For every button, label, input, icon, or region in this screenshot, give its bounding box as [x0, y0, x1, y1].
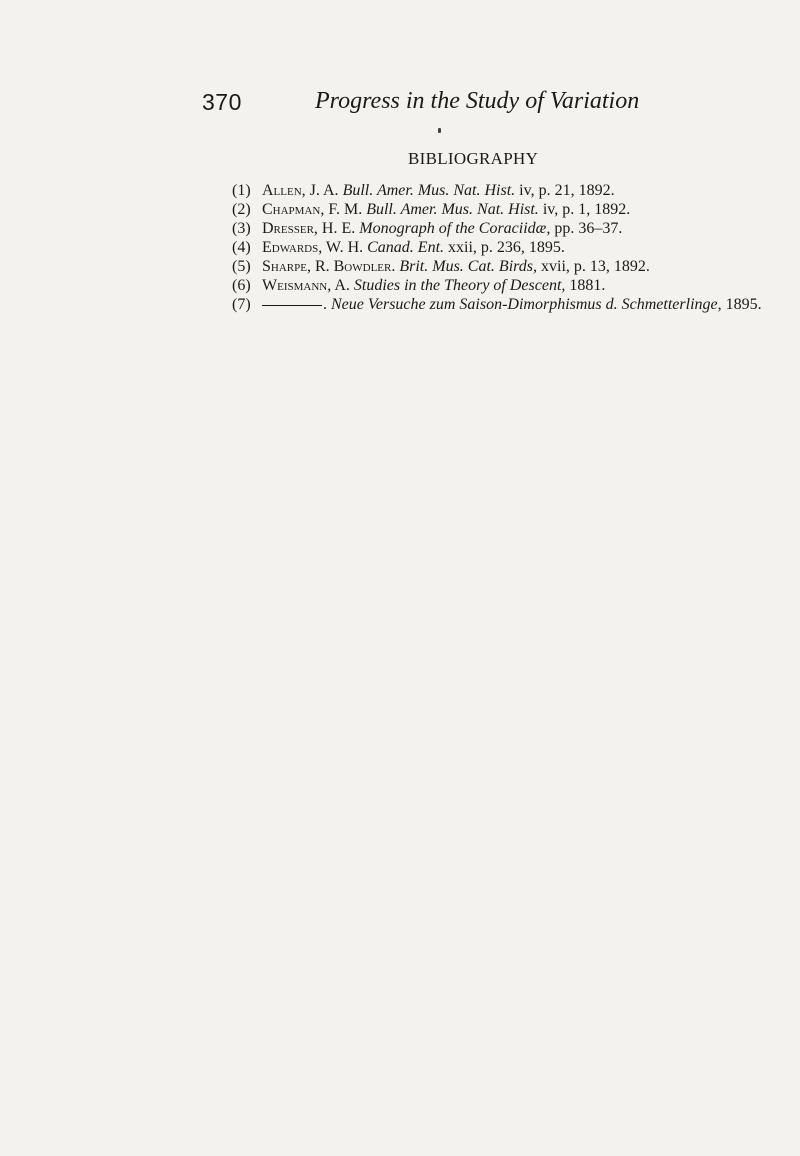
entry-author: Sharpe, R. Bowdler.	[262, 258, 396, 275]
entry-number: (4)	[232, 239, 251, 256]
bibliography-list	[232, 181, 762, 314]
bibliography-entry	[232, 219, 762, 238]
entry-title: Monograph of the Coraciidæ,	[359, 220, 551, 237]
ditto-period: .	[323, 296, 327, 313]
page-number: 370	[202, 89, 242, 115]
entry-title: Neue Versuche zum Saison-Dimorphismus d. Schmetterlinge,	[331, 296, 722, 313]
bibliography-entry	[232, 181, 762, 200]
entry-details: 1895.	[721, 296, 762, 313]
entry-details: xxii, p. 236, 1895.	[444, 239, 565, 256]
entry-title: Studies in the Theory of Descent,	[353, 277, 566, 294]
entry-number: (1)	[232, 182, 251, 199]
entry-author: Chapman, F. M.	[262, 201, 363, 218]
print-speck	[438, 128, 441, 133]
entry-details: iv, p. 21, 1892.	[515, 182, 615, 199]
section-heading: BIBLIOGRAPHY	[408, 149, 539, 168]
bibliography-entry	[232, 238, 762, 257]
entry-details: xvii, p. 13, 1892.	[537, 258, 650, 275]
entry-author: Edwards, W. H.	[262, 239, 364, 256]
entry-details: iv, p. 1, 1892.	[538, 201, 631, 218]
entry-number: (3)	[232, 220, 251, 237]
entry-number: (2)	[232, 201, 251, 218]
entry-title: Brit. Mus. Cat. Birds,	[399, 258, 537, 275]
entry-title: Bull. Amer. Mus. Nat. Hist.	[366, 201, 539, 218]
entry-details: 1881.	[565, 277, 606, 294]
bibliography-entry	[232, 276, 762, 295]
entry-title: Bull. Amer. Mus. Nat. Hist.	[342, 182, 516, 199]
running-title: Progress in the Study of Variation	[315, 88, 640, 114]
entry-number: (6)	[232, 277, 251, 294]
bibliography-entry	[232, 295, 762, 314]
ditto-dash	[262, 305, 322, 306]
entry-details: pp. 36–37.	[550, 220, 623, 237]
entry-author: Allen, J. A.	[262, 182, 339, 199]
entry-author: Weismann, A.	[262, 277, 350, 294]
entry-title: Canad. Ent.	[367, 239, 445, 256]
entry-author: Dresser, H. E.	[262, 220, 356, 237]
bibliography-entry	[232, 257, 762, 276]
entry-number: (5)	[232, 258, 251, 275]
entry-number: (7)	[232, 296, 251, 313]
bibliography-entry	[232, 200, 762, 219]
